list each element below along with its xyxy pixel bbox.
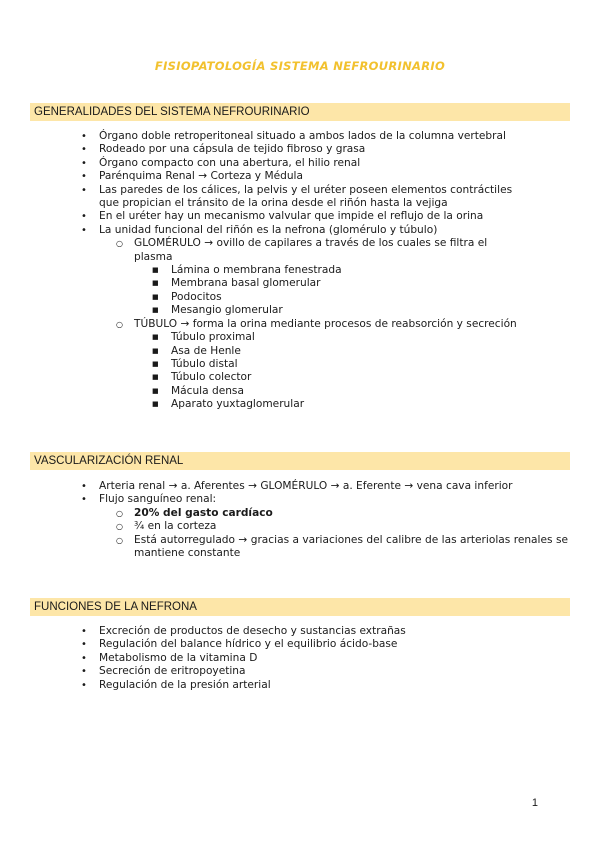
section-heading-generalidades: GENERALIDADES DEL SISTEMA NEFROURINARIO bbox=[30, 103, 570, 121]
page-number: 1 bbox=[531, 797, 538, 809]
tubulo-sub-item: ■ Mácula densa bbox=[0, 385, 600, 398]
list-item: • Las paredes de los cálices, la pelvis y el uréter poseen elementos contráctiles que propician el tránsito de la orina desde el riñón hasta la vejiga bbox=[0, 184, 600, 211]
vascularizacion-list bbox=[0, 480, 600, 560]
tubulo-sub-item: ■ Túbulo proximal bbox=[0, 331, 600, 344]
tubulo-sub-item: ■ Aparato yuxtaglomerular bbox=[0, 398, 600, 411]
sub-list-item: ○ ¾ en la corteza bbox=[0, 520, 600, 533]
list-item: • Excreción de productos de desecho y sustancias extrañas bbox=[0, 625, 600, 638]
list-item: • Regulación del balance hídrico y el equilibrio ácido-base bbox=[0, 638, 600, 651]
sub-list-item: ○ Está autorregulado → gracias a variaciones del calibre de las arteriolas renales se mantiene constante bbox=[0, 534, 600, 561]
funciones-list bbox=[0, 625, 600, 692]
glomerulo-sub-item: ■ Membrana basal glomerular bbox=[0, 277, 600, 290]
page-title: FISIOPATOLOGÍA SISTEMA NEFROURINARIO bbox=[154, 59, 446, 73]
sub-list-item: ○ 20% del gasto cardíaco bbox=[0, 507, 600, 520]
tubulo-item: ○ TÚBULO → forma la orina mediante procesos de reabsorción y secreción bbox=[0, 318, 600, 331]
list-item: • Órgano compacto con una abertura, el hilio renal bbox=[0, 157, 600, 170]
list-item: • La unidad funcional del riñón es la nefrona (glomérulo y túbulo) bbox=[0, 224, 600, 237]
section-heading-funciones: FUNCIONES DE LA NEFRONA bbox=[30, 598, 570, 616]
generalidades-list bbox=[0, 130, 600, 412]
glomerulo-sub-item: ■ Lámina o membrana fenestrada bbox=[0, 264, 600, 277]
tubulo-sub-item: ■ Asa de Henle bbox=[0, 345, 600, 358]
glomerulo-item: ○ GLOMÉRULO → ovillo de capilares a través de los cuales se filtra el plasma bbox=[0, 237, 600, 264]
list-item: • Secreción de eritropoyetina bbox=[0, 665, 600, 678]
glomerulo-sub-item: ■ Podocitos bbox=[0, 291, 600, 304]
list-item: • Arteria renal → a. Aferentes → GLOMÉRULO → a. Eferente → vena cava inferior bbox=[0, 480, 600, 493]
tubulo-sub-item: ■ Túbulo colector bbox=[0, 371, 600, 384]
list-item: • En el uréter hay un mecanismo valvular que impide el reflujo de la orina bbox=[0, 210, 600, 223]
glomerulo-sub-item: ■ Mesangio glomerular bbox=[0, 304, 600, 317]
list-item: • Regulación de la presión arterial bbox=[0, 679, 600, 692]
list-item: • Rodeado por una cápsula de tejido fibroso y grasa bbox=[0, 143, 600, 156]
tubulo-sub-item: ■ Túbulo distal bbox=[0, 358, 600, 371]
list-item: • Órgano doble retroperitoneal situado a ambos lados de la columna vertebral bbox=[0, 130, 600, 143]
list-item: • Parénquima Renal → Corteza y Médula bbox=[0, 170, 600, 183]
section-heading-vascularizacion: VASCULARIZACIÓN RENAL bbox=[30, 452, 570, 470]
list-item: • Metabolismo de la vitamina D bbox=[0, 652, 600, 665]
list-item: • Flujo sanguíneo renal: bbox=[0, 493, 600, 506]
